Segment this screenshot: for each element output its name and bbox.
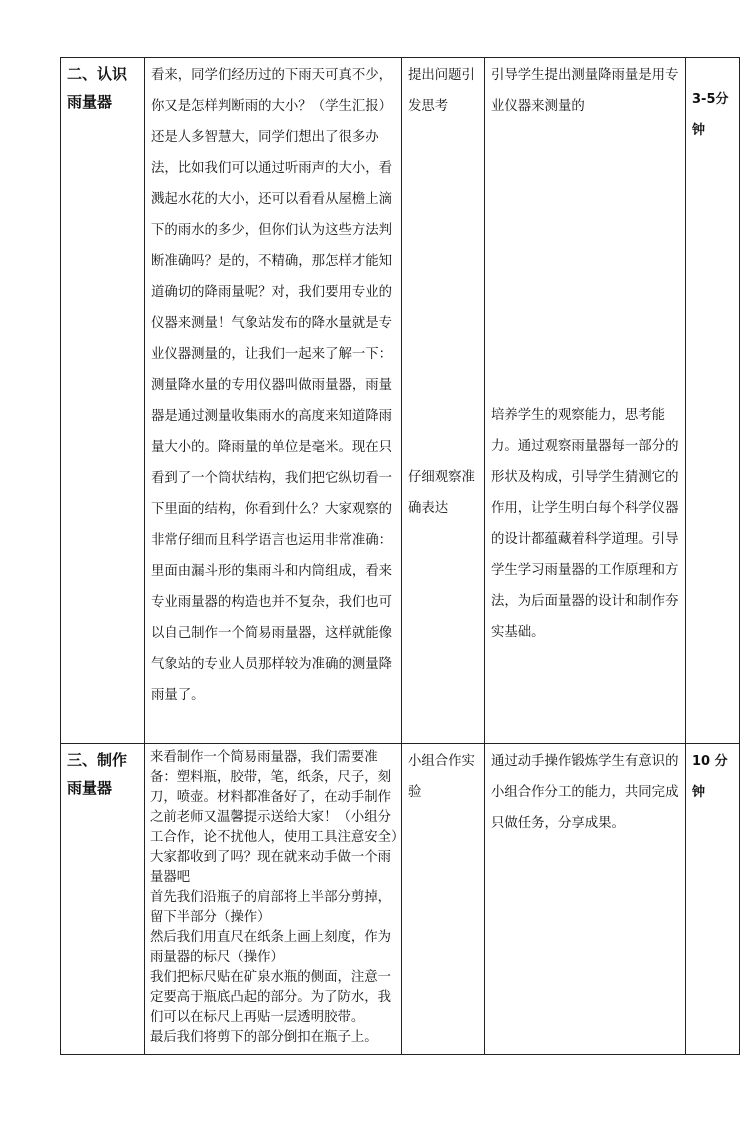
table-row <box>61 58 740 744</box>
stage-cell: 二、认识雨量器 <box>61 58 145 744</box>
stage-cell: 三、制作雨量器 <box>61 744 145 1055</box>
content-cell: 看来，同学们经历过的下雨天可真不少，你又是怎样判断雨的大小？（学生汇报）还是人多智慧大，同学们想出了很多办法，比如我们可以通过听雨声的大小，看溅起水花的大小，还可以看看从屋檐上滴下的雨水的多少，但你们认为这些方法判断准确吗？是的，不精确，那怎样才能知道确切的降雨量呢？对，我们要用专业的仪器来测量！气象站发布的降水量就是专业仪器测量的，让我们一起来了解一下：测量降水量的专用仪器叫做雨量器，雨量器是通过测量收集雨水的高度来知道降雨量大小的。降雨量的单位是毫米。现在只看到了一个筒状结构，我们把它纵切看一下里面的结构，你看到什么？大家观察的非常仔细而且科学语言也运用非常准确：里面由漏斗形的集雨斗和内筒组成，看来专业雨量器的构造也并不复杂，我们也可以自己制作一个简易雨量器，这样就能像气象站的专业人员那样较为准确的测量降雨量了。 <box>145 58 402 744</box>
time-cell: 10 分钟 <box>686 744 740 1055</box>
content-intro: 来看制作一个简易雨量器，我们需要准备：塑料瓶，胶带，笔，纸条，尺子，刻刀，喷壶。材料都准备好了，在动手制作之前老师又温馨提示送给大家！（小组分工合作，论不扰他人，使用工具注意安全）大家都收到了吗？现在就来动手做一个雨量器吧 <box>150 750 398 885</box>
table-row <box>61 744 740 1055</box>
lesson-plan-table <box>60 57 740 1055</box>
activity-text: 仔细观察准确表达 <box>408 470 475 516</box>
purpose-text: 引导学生提出测量降雨量是用专业仪器来测量的 <box>491 68 679 114</box>
time-cell: 3-5分钟 <box>686 58 740 744</box>
activity-cell: 小组合作实验 <box>402 744 485 1055</box>
content-step: 首先我们沿瓶子的肩部将上半部分剪掉，留下半部分（操作） <box>150 890 392 925</box>
purpose-text: 培养学生的观察能力，思考能力。通过观察雨量器每一部分的形状及构成，引导学生猜测它的作用，让学生明白每个科学仪器的设计都蕴藏着科学道理。引导学生学习雨量器的工作原理和方法，为后面量器的设计和制作夯实基础。 <box>491 408 679 640</box>
activity-text: 提出问题引发思考 <box>408 68 475 114</box>
activity-cell <box>402 58 485 744</box>
content-step: 最后我们将剪下的部分倒扣在瓶子上。 <box>150 1030 378 1045</box>
purpose-cell: 通过动手操作锻炼学生有意识的小组合作分工的能力，共同完成只做任务，分享成果。 <box>485 744 686 1055</box>
content-cell <box>145 744 402 1055</box>
content-step: 我们把标尺贴在矿泉水瓶的侧面，注意一定要高于瓶底凸起的部分。为了防水，我们可以在标尺上再贴一层透明胶带。 <box>150 970 392 1025</box>
purpose-cell <box>485 58 686 744</box>
content-step: 然后我们用直尺在纸条上画上刻度，作为雨量器的标尺（操作） <box>150 930 392 965</box>
